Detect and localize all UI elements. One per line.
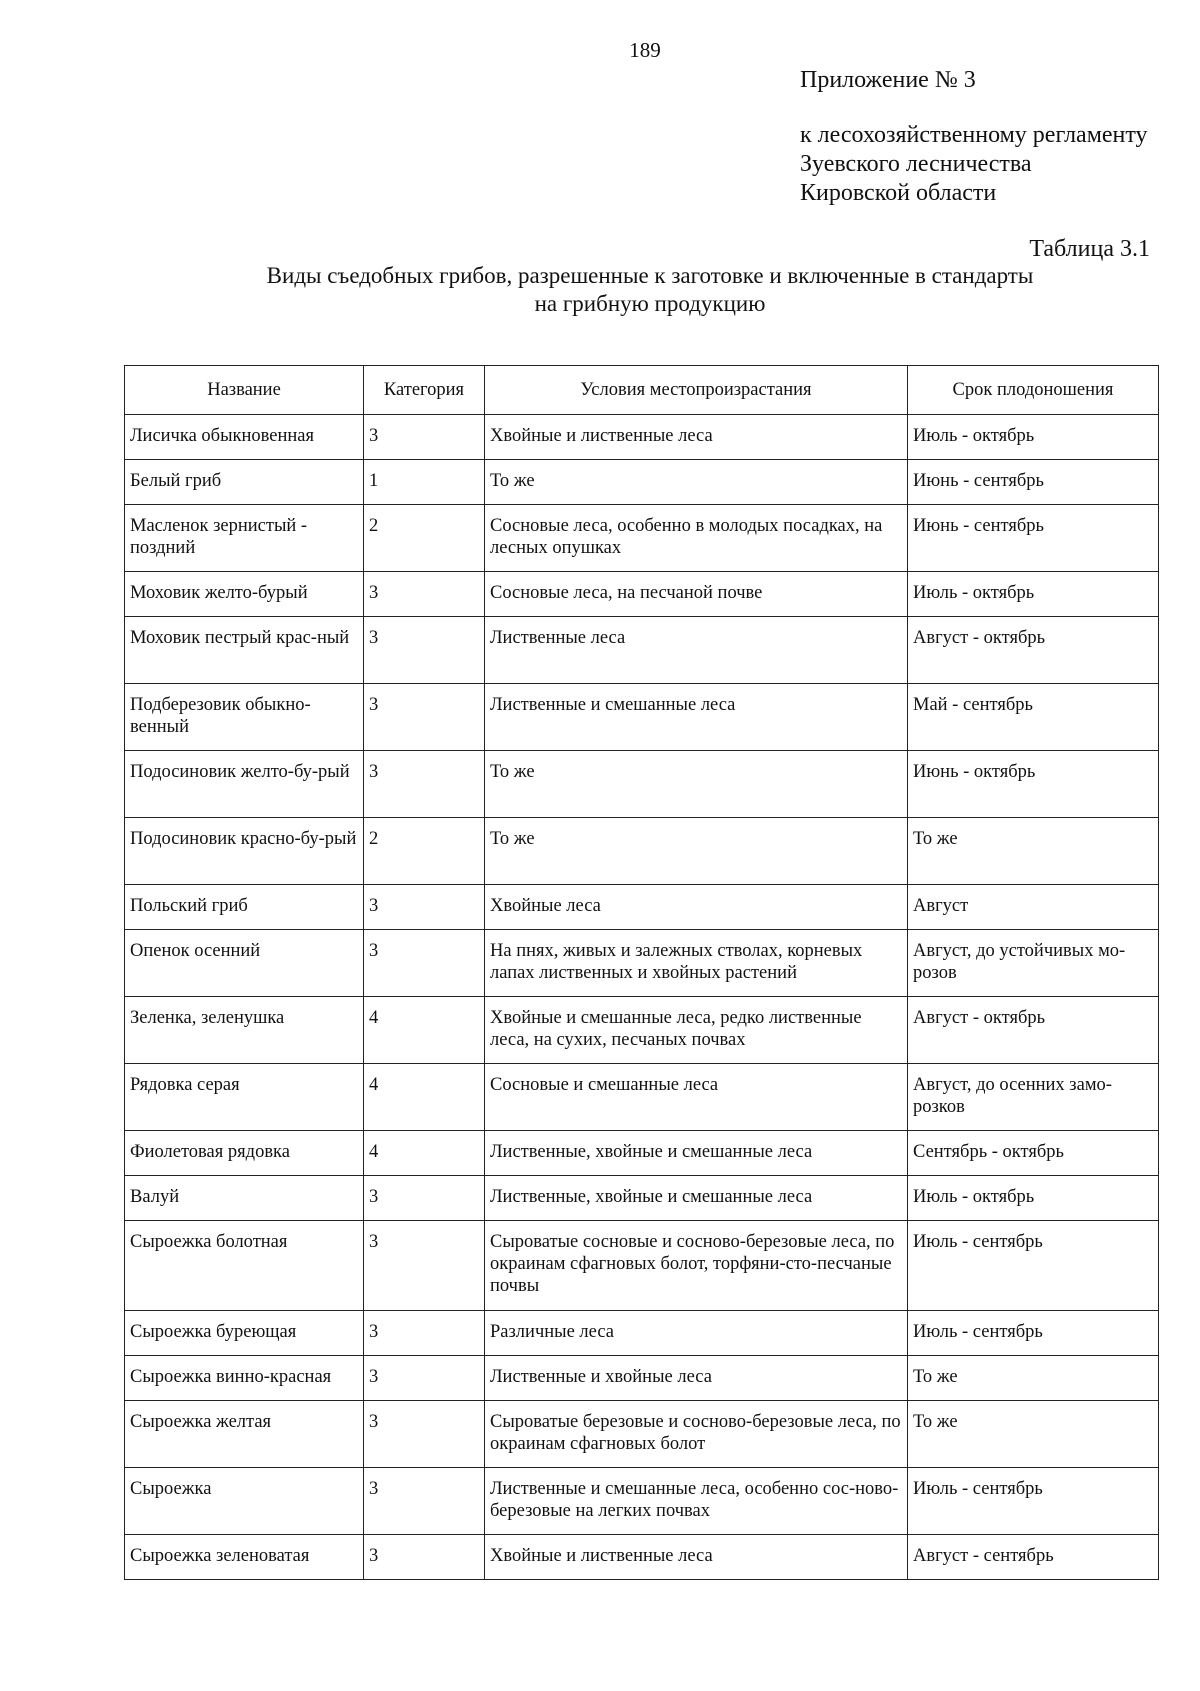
cell-conditions: На пнях, живых и залежных стволах, корневых лапах лиственных и хвойных растений [485,930,908,997]
cell-category: 3 [364,1468,485,1535]
cell-fruiting: Июль - сентябрь [908,1468,1159,1535]
table-row [125,1131,1159,1176]
cell-name: Сыроежка желтая [125,1401,364,1468]
cell-category: 3 [364,1176,485,1221]
cell-conditions: Лиственные и смешанные леса, особенно сос-ново-березовые на легких почвах [485,1468,908,1535]
cell-fruiting: Август, до осенних замо-розков [908,1064,1159,1131]
cell-name: Валуй [125,1176,364,1221]
cell-conditions: Хвойные и смешанные леса, редко лиственные леса, на сухих, песчаных почвах [485,997,908,1064]
cell-fruiting: Июль - октябрь [908,572,1159,617]
cell-category: 3 [364,1221,485,1311]
cell-conditions: Хвойные леса [485,885,908,930]
cell-category: 3 [364,885,485,930]
cell-name: Моховик пестрый крас-ный [125,617,364,684]
table-title-line: на грибную продукцию [534,291,766,316]
table-label: Таблица 3.1 [1029,236,1150,262]
cell-name: Сыроежка винно-красная [125,1356,364,1401]
cell-category: 3 [364,415,485,460]
cell-conditions: Лиственные и смешанные леса [485,684,908,751]
cell-fruiting: То же [908,818,1159,885]
cell-name: Рядовка серая [125,1064,364,1131]
cell-conditions: Лиственные, хвойные и смешанные леса [485,1131,908,1176]
cell-fruiting: Июнь - сентябрь [908,460,1159,505]
table-row [125,617,1159,684]
cell-conditions: Хвойные и лиственные леса [485,415,908,460]
table-row [125,818,1159,885]
table-row [125,684,1159,751]
appendix-block [800,66,1148,208]
cell-name: Польский гриб [125,885,364,930]
cell-name: Сыроежка болотная [125,1221,364,1311]
table-row [125,1064,1159,1131]
cell-conditions: То же [485,818,908,885]
cell-conditions: Сыроватые березовые и сосново-березовые леса, по окраинам сфагновых болот [485,1401,908,1468]
cell-name: Масленок зернистый - поздний [125,505,364,572]
cell-category: 3 [364,1311,485,1356]
header-conditions: Условия местопроизрастания [485,366,908,415]
cell-category: 3 [364,751,485,818]
header-name: Название [125,366,364,415]
cell-conditions: Сосновые леса, на песчаной почве [485,572,908,617]
cell-category: 2 [364,505,485,572]
cell-fruiting: Июль - сентябрь [908,1221,1159,1311]
table-title [120,262,1180,318]
cell-category: 4 [364,997,485,1064]
appendix-line: к лесохозяйственному регламенту [800,122,1148,148]
cell-fruiting: Август - октябрь [908,997,1159,1064]
cell-name: Сыроежка буреющая [125,1311,364,1356]
table-row [125,1535,1159,1580]
cell-category: 4 [364,1064,485,1131]
header-category: Категория [364,366,485,415]
table-row [125,1221,1159,1311]
cell-fruiting: Август [908,885,1159,930]
cell-name: Лисичка обыкновенная [125,415,364,460]
table-row [125,751,1159,818]
table-row [125,1176,1159,1221]
page-number: 189 [629,38,661,62]
table-row [125,930,1159,997]
cell-category: 3 [364,684,485,751]
cell-fruiting: Август, до устойчивых мо-розов [908,930,1159,997]
table-row [125,1356,1159,1401]
cell-name: Сыроежка [125,1468,364,1535]
cell-name: Белый гриб [125,460,364,505]
table-row [125,1401,1159,1468]
cell-name: Зеленка, зеленушка [125,997,364,1064]
table-row [125,505,1159,572]
cell-conditions: Сыроватые сосновые и сосново-березовые леса, по окраинам сфагновых болот, торфяни-сто-песчаные почвы [485,1221,908,1311]
header-fruiting: Срок плодоношения [908,366,1159,415]
appendix-title: Приложение № 3 [800,67,976,93]
table-row [125,415,1159,460]
cell-category: 1 [364,460,485,505]
cell-name: Фиолетовая рядовка [125,1131,364,1176]
cell-fruiting: Май - сентябрь [908,684,1159,751]
table-row [125,997,1159,1064]
table-row [125,572,1159,617]
cell-fruiting: То же [908,1401,1159,1468]
cell-category: 3 [364,617,485,684]
cell-fruiting: Июль - октябрь [908,415,1159,460]
cell-category: 2 [364,818,485,885]
cell-fruiting: Август - октябрь [908,617,1159,684]
cell-category: 3 [364,930,485,997]
cell-conditions: То же [485,460,908,505]
cell-category: 4 [364,1131,485,1176]
cell-conditions: Лиственные леса [485,617,908,684]
cell-fruiting: Июль - октябрь [908,1176,1159,1221]
cell-conditions: Лиственные, хвойные и смешанные леса [485,1176,908,1221]
cell-name: Моховик желто-бурый [125,572,364,617]
table-row [125,885,1159,930]
cell-category: 3 [364,572,485,617]
cell-conditions: Сосновые и смешанные леса [485,1064,908,1131]
cell-conditions: Лиственные и хвойные леса [485,1356,908,1401]
appendix-line: Зуевского лесничества [800,151,1032,177]
cell-fruiting: То же [908,1356,1159,1401]
appendix-line: Кировской области [800,180,997,206]
cell-category: 3 [364,1401,485,1468]
cell-name: Опенок осенний [125,930,364,997]
cell-fruiting: Август - сентябрь [908,1535,1159,1580]
cell-name: Сыроежка зеленоватая [125,1535,364,1580]
cell-name: Подберезовик обыкно-венный [125,684,364,751]
table-container [124,365,1159,1580]
cell-conditions: Сосновые леса, особенно в молодых посадках, на лесных опушках [485,505,908,572]
cell-category: 3 [364,1356,485,1401]
mushroom-table [124,365,1159,1580]
table-row [125,1311,1159,1356]
table-row [125,460,1159,505]
cell-conditions: То же [485,751,908,818]
cell-category: 3 [364,1535,485,1580]
table-title-line: Виды съедобных грибов, разрешенные к заготовке и включенные в стандарты [266,263,1034,288]
cell-fruiting: Июль - сентябрь [908,1311,1159,1356]
cell-fruiting: Сентябрь - октябрь [908,1131,1159,1176]
cell-fruiting: Июнь - октябрь [908,751,1159,818]
table-row [125,1468,1159,1535]
cell-conditions: Хвойные и лиственные леса [485,1535,908,1580]
cell-name: Подосиновик красно-бу-рый [125,818,364,885]
cell-fruiting: Июнь - сентябрь [908,505,1159,572]
table-header-row [125,366,1159,415]
cell-name: Подосиновик желто-бу-рый [125,751,364,818]
cell-conditions: Различные леса [485,1311,908,1356]
